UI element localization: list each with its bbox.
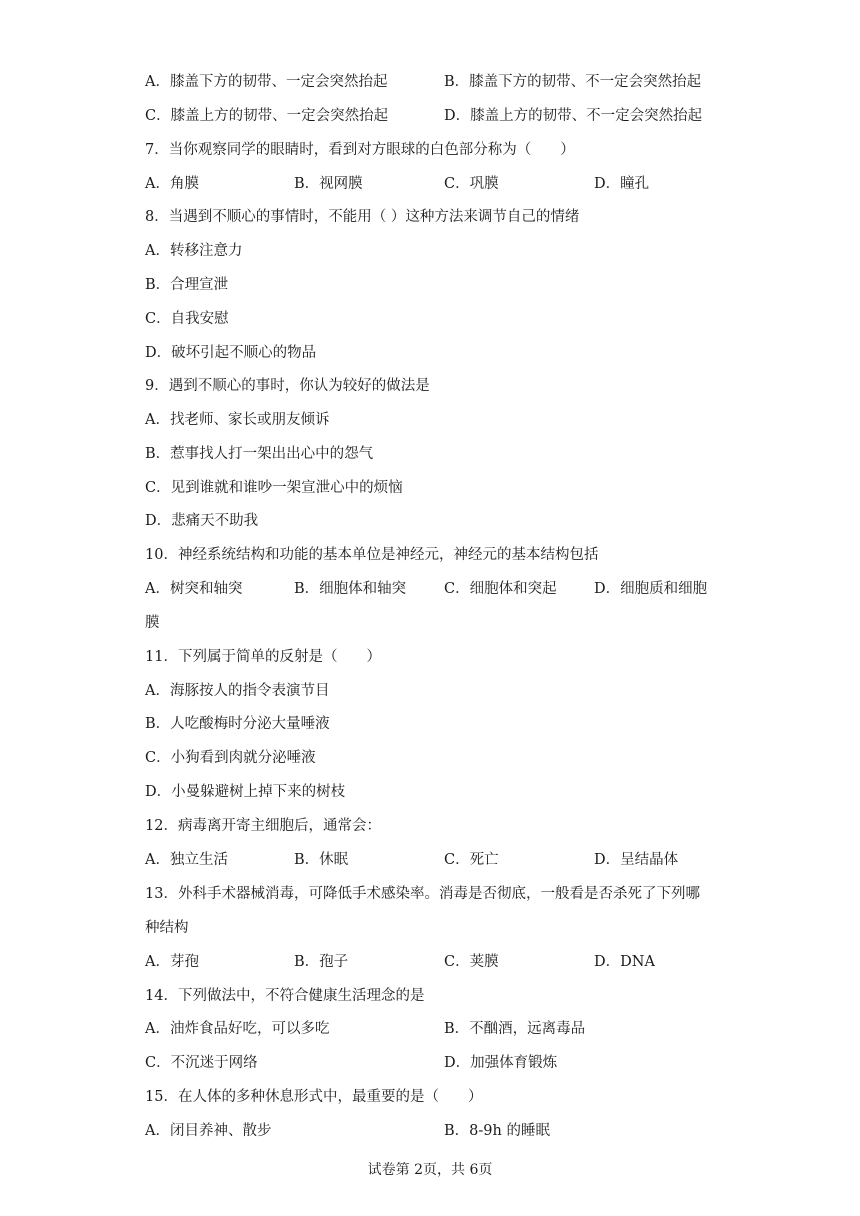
q10-stem: 10．神经系统结构和功能的基本单位是神经元，神经元的基本结构包括 [145,547,599,563]
q6-option-a: A．膝盖下方的韧带、一定会突然抬起 [145,74,388,90]
q11-option-a: A．海豚按人的指令表演节目 [145,683,330,699]
q12-stem: 12．病毒离开寄主细胞后，通常会： [145,818,381,834]
q8-option-b: B．合理宣泄 [145,277,229,293]
q7-option-c: C．巩膜 [444,176,499,192]
q15-stem: 15．在人体的多种休息形式中，最重要的是（ ） [145,1089,483,1105]
q9-option-a: A．找老师、家长或朋友倾诉 [145,412,330,428]
q12-option-b: B．休眠 [294,852,349,868]
q12-option-c: C．死亡 [444,852,499,868]
page-footer: 试卷第 2页，共 6页 [367,1162,493,1178]
q13-stem: 13．外科手术器械消毒，可降低手术感染率。消毒是否彻底，一般看是否杀死了下列哪 [145,886,700,902]
q14-stem: 14．下列做法中，不符合健康生活理念的是 [145,988,425,1004]
q15-option-b: B．8-9h 的睡眠 [444,1123,550,1139]
q12-option-d: D．呈结晶体 [594,852,679,868]
q10-option-d: D．细胞质和细胞 [594,581,708,597]
q6-option-c: C．膝盖上方的韧带、一定会突然抬起 [145,108,389,124]
q11-option-b: B．人吃酸梅时分泌大量唾液 [145,716,330,732]
q7-option-a: A．角膜 [145,176,199,192]
q8-stem: 8．当遇到不顺心的事情时，不能用（ ）这种方法来调节自己的情绪 [145,209,580,225]
q10-option-b: B．细胞体和轴突 [294,581,407,597]
q11-option-c: C．小狗看到肉就分泌唾液 [145,750,316,766]
q13-option-c: C．荚膜 [444,954,499,970]
q8-option-c: C．自我安慰 [145,311,229,327]
q8-option-a: A．转移注意力 [145,243,243,259]
q14-option-b: B．不酗酒，远离毒品 [444,1021,586,1037]
q14-option-a: A．油炸食品好吃，可以多吃 [145,1021,330,1037]
q12-option-a: A．独立生活 [145,852,228,868]
q9-option-d: D．悲痛天不助我 [145,513,259,529]
q9-option-c: C．见到谁就和谁吵一架宣泄心中的烦恼 [145,480,403,496]
q13-option-b: B．孢子 [294,954,349,970]
q6-option-b: B．膝盖下方的韧带、不一定会突然抬起 [444,74,702,90]
q7-option-d: D．瞳孔 [594,176,650,192]
q13-option-a: A．芽孢 [145,954,199,970]
q14-option-d: D．加强体育锻炼 [444,1055,558,1071]
q14-option-c: C．不沉迷于网络 [145,1055,258,1071]
q10-option-c: C．细胞体和突起 [444,581,557,597]
q11-stem: 11．下列属于简单的反射是（ ） [145,649,381,665]
q13-option-d: D．DNA [594,954,655,970]
q15-option-a: A．闭目养神、散步 [145,1123,272,1139]
q9-option-b: B．惹事找人打一架出出心中的怨气 [145,446,374,462]
q10-option-a: A．树突和轴突 [145,581,243,597]
q11-option-d: D．小曼躲避树上掉下来的树枝 [145,784,346,800]
q13-stem-continued: 种结构 [145,920,189,936]
q8-option-d: D．破坏引起不顺心的物品 [145,345,317,361]
q7-stem: 7．当你观察同学的眼睛时，看到对方眼球的白色部分称为（ ） [145,142,575,158]
q9-stem: 9．遇到不顺心的事时，你认为较好的做法是 [145,378,430,394]
q7-option-b: B．视网膜 [294,176,363,192]
q6-option-d: D．膝盖上方的韧带、不一定会突然抬起 [444,108,703,124]
q10-option-d-wrap: 膜 [145,615,160,631]
